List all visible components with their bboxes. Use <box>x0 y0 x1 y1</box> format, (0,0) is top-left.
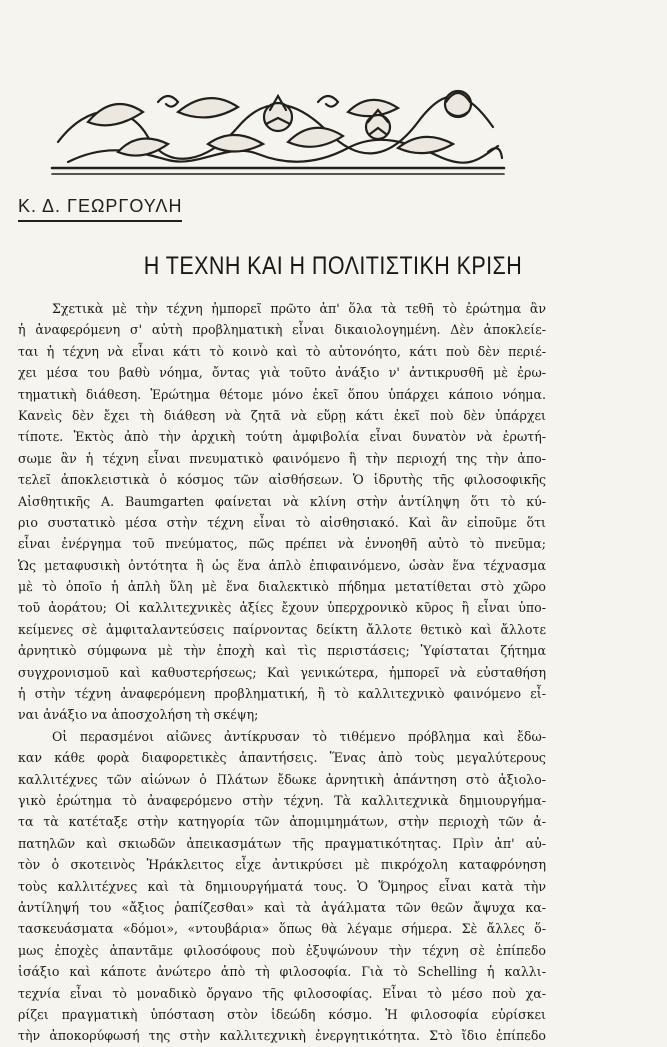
text-line: συγχρονισμοῦ καὶ καθυστερήσεως; Καὶ γενικώτερα, ἠμπορεῖ νὰ εὐσταθήση <box>18 664 546 680</box>
text-line: τα τὰ κατέταξε στὴν κατηγορία τῶν ἀπομιμημάτων, στὴν περιοχὴ τῶν ἀ- <box>18 814 546 830</box>
text-line: κείμενες σὲ ἀμφιταλαντεύσεις παίρνοντας δείκτη ἄλλοτε θετικὸ καὶ ἄλλοτε <box>18 621 546 637</box>
text-line: μως ἐποχὲς ἀπαντᾶμε φιλοσόφους ποὺ ἐξυψώνουν τὴν τέχνη σὲ ἐπίπεδο <box>18 942 546 958</box>
text-line: Οἱ περασμένοι αἰῶνες ἀντίκρυσαν τὸ τιθέμενο πρόβλημα καὶ ἔδω- <box>52 728 546 744</box>
text-line: τὴν ἀποκορύφωσή της στὴν καλλιτεχνικὴ ἐνεργητικότητα. Στὸ ἴδιο ἐπίπεδο <box>18 1028 546 1044</box>
text-line: Αἰσθητικῆς A. Baumgarten φαίνεται νὰ κλίνη στὴν ἀντίληψη ὅτι τὸ κύ- <box>18 493 546 509</box>
text-line: τὸν ὁ σκοτεινὸς Ἡράκλειτος εἶχε ἀντικρύσει μὲ πικρόχολη καταφρόνηση <box>18 857 546 873</box>
text-line: μὲ τὸ ὁποῖο ἡ ἁπλὴ ὕλη μὲ ἕνα διαλεκτικὸ πήδημα μετατίθεται στὸ χῶρο <box>18 579 546 595</box>
text-line: τοῦ ἀοράτου; Οἱ καλλιτεχνικὲς ἀξίες ἔχουν ὑπερχρονικὸ κῦρος ἢ εἶναι ὑπο- <box>18 600 546 616</box>
text-line: ἡ ἀναφερόμενη σ' αὐτὴ προβληματικὴ εἶναι δικαιολογημένη. Δὲν ἀποκλείε- <box>18 322 546 338</box>
article-title: Η ΤΕΧΝΗ ΚΑΙ Η ΠΟΛΙΤΙΣΤΙΚΗ ΚΡΙΣΗ <box>143 252 523 280</box>
paragraph <box>18 726 546 1047</box>
text-line: χει μέσα του βαθὺ νόημα, ὄντας γιὰ τοῦτο ἀνάξιο ν' ἀντικρυσθῆ μὲ ἐρω- <box>18 365 546 381</box>
text-line: πατηλῶν καὶ σκιωδῶν ἀπεικασμάτων τῆς πραγματικότητας. Πρὶν ἀπ' αὐ- <box>18 835 546 851</box>
text-line: τίποτε. Ἐκτὸς ἀπὸ τὴν ἀρχικὴ τούτη ἀμφιβολία εἶναι δυνατὸν νὰ ἐρωτή- <box>18 429 546 445</box>
text-line: Κανεὶς δὲν ἔχει τὴ διάθεση νὰ ζητᾶ νὰ εὕρῃ κάτι ἐκεῖ ποὺ δὲν ὑπάρχει <box>18 407 546 423</box>
text-line: ται ἡ τέχνη νὰ εἶναι κάτι τὸ κοινὸ καὶ τὸ αὐτονόητο, κάτι ποὺ δὲν περιέ- <box>18 343 546 359</box>
text-line: Ὡς μεταφυσικὴ ὀντότητα ἢ ὡς ἕνα ἁπλὸ ἐπιφαινόμενο, ὡσὰν ἕνα τέχνασμα <box>18 557 546 573</box>
text-line: Σχετικὰ μὲ τὴν τέχνη ἠμπορεῖ πρῶτο ἀπ' ὅλα τὰ τεθῆ τὸ ἐρώτημα ἂν <box>52 301 546 316</box>
text-line: τελεῖ ἀποκλειστικὰ ὁ κόσμος τῶν αἰσθήσεων. Ὁ ἱδρυτὴς τῆς φιλοσοφικῆς <box>18 472 546 488</box>
text-line: εἶναι ἐνέργημα τοῦ πνεύματος, πῶς πρέπει νὰ ἐννοηθῆ αὐτὸ τὸ πνεῦμα; <box>18 536 546 552</box>
text-line: ριο συστατικὸ μέσα στὴν τέχνη εἶναι τὸ αἰσθησιακό. Καὶ ἂν εἰποῦμε ὅτι <box>18 514 546 530</box>
decorative-floral-ornament <box>48 82 508 182</box>
text-line: σωμε ἂν ἡ τέχνη εἶναι πνευματικὸ φαινόμενο ἢ τὴν περιοχή της τὴν ἀπο- <box>18 450 546 466</box>
text-line: καν κάθε φορὰ διαφορετικὲς ἀπαντήσεις. Ἕνας ἀπὸ τοὺς μεγαλύτερους <box>18 750 546 766</box>
text-line: ἡ στὴν τέχνη ἀναφερόμενη προβληματική, ἢ τὸ καλλιτεχνικὸ φαινόμενο εἶ- <box>18 686 546 702</box>
text-line: τεχνία εἶναι τὸ μοναδικὸ ὄργανο τῆς φιλοσοφίας. Εἶναι τὸ μέσο ποὺ χα- <box>18 985 546 1001</box>
text-line: τασκευάσματα «δόμοι», «ντουβάρια» ὅπως θὰ λέγαμε σήμερα. Σὲ ἄλλες ὅ- <box>18 921 546 937</box>
paragraph <box>18 298 546 726</box>
text-line: τηματικὴ διάθεση. Ἐρώτημα θέτομε μόνο ἐκεῖ ὅπου ὑπάρχει κάποιο νόημα. <box>18 386 546 402</box>
text-line: τοὺς καλλιτέχνες καὶ τὰ δημιουργήματά τους. Ὁ Ὅμηρος εἶναι κατὰ τὴν <box>18 878 546 894</box>
text-line: ἰσάξιο καὶ κάποτε ἀνώτερο ἀπὸ τὴ φιλοσοφία. Γιὰ τὸ Schelling ἡ καλλι- <box>18 964 546 980</box>
author-name: Κ. Δ. ΓΕΩΡΓΟΥΛΗ <box>18 196 182 222</box>
text-line: ἀρνητικὸ σύμφωνα μὲ τὴν ἐποχὴ καὶ τὶς περιστάσεις; Ὑφίσταται ζήτημα <box>18 643 546 659</box>
text-line: ἀντίληψή του «ἄξιος ῥαπίζεσθαι» καὶ τὰ ἀγάλματα τῶν θεῶν ἄψυχα κα- <box>18 899 546 915</box>
text-line: ρίζει πραγματικὴ ὑπόσταση στὸν ἰδεώδη κόσμο. Ἡ φιλοσοφία εὑρίσκει <box>18 1006 546 1022</box>
text-line: καλλιτέχνες τῶν αἰώνων ὁ Πλάτων ἔδωκε ἀρνητικὴ ἀπάντηση στὸ ἀξιολο- <box>18 771 546 787</box>
text-line: ναι ἀνάξιο να ἀποσχολήση τὴ σκέψη; <box>18 707 259 723</box>
text-line: γικὸ ἐρώτημα τὸ ἀναφερόμενο στὴν τέχνη. Τὰ καλλιτεχνικὰ δημιουργήμα- <box>18 792 546 808</box>
article-body <box>18 298 546 1047</box>
